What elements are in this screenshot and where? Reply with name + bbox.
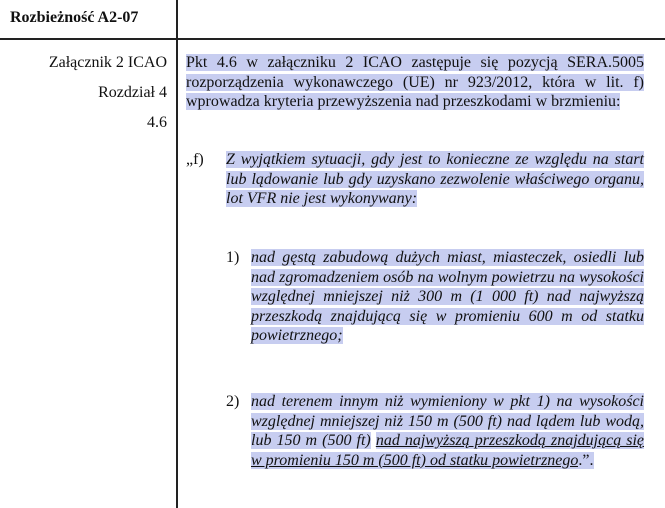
header-divider: [0, 38, 665, 40]
discrepancy-title: Rozbieżność A2-07: [10, 9, 139, 26]
intro-text: Pkt 4.6 w załączniku 2 ICAO zastępuje się pozycją SERA.5005 rozporządzenia wykonawczego (UE) nr 923/2012, która w lit. f) wprowadza kryteria przewyższenia nad przeszkodami w brzmieniu:: [186, 54, 644, 110]
list-item-number: 2): [226, 393, 240, 410]
quote-text: Z wyjątkiem sytuacji, gdy jest to konieczne ze względu na start lub lądowanie lub gdy uzyskano zezwolenie właściwego organu, lot VFR nie jest wykonywany:: [226, 151, 644, 207]
list-item-text: nad gęstą zabudową dużych miast, miasteczek, osiedli lub nad zgromadzeniem osób na wolnym powietrzu na wysokości względnej mniejszej niż 300 m (1 000 ft) nad najwyższą przeszkodą znajdującą się w promieniu 600 m od statku powietrznego;: [251, 249, 644, 344]
list-item-number: 1): [226, 249, 240, 266]
column-divider: [176, 0, 178, 508]
quoted-provision: [186, 150, 644, 209]
reference-section: 4.6: [147, 114, 167, 131]
reference-annex: Załącznik 2 ICAO: [48, 54, 167, 71]
reference-chapter: Rozdział 4: [98, 84, 167, 101]
intro-paragraph: [186, 53, 644, 112]
list-item-text-amended: nad najwyższą przeszkodą znajdującą się w promieniu 150 m (500 ft) od statku powietrznego: [251, 432, 645, 469]
quote-marker: „f): [186, 151, 204, 168]
list-item-text: nad terenem innym niż wymieniony w pkt 1) na wysokości względnej mniejszej niż 150 m (500 ft) nad lądem lub wodą, lub 150 m (500 ft): [251, 393, 644, 449]
list-item: [226, 248, 644, 346]
list-item-text-end: .”.: [578, 451, 594, 469]
list-item: [226, 392, 644, 470]
